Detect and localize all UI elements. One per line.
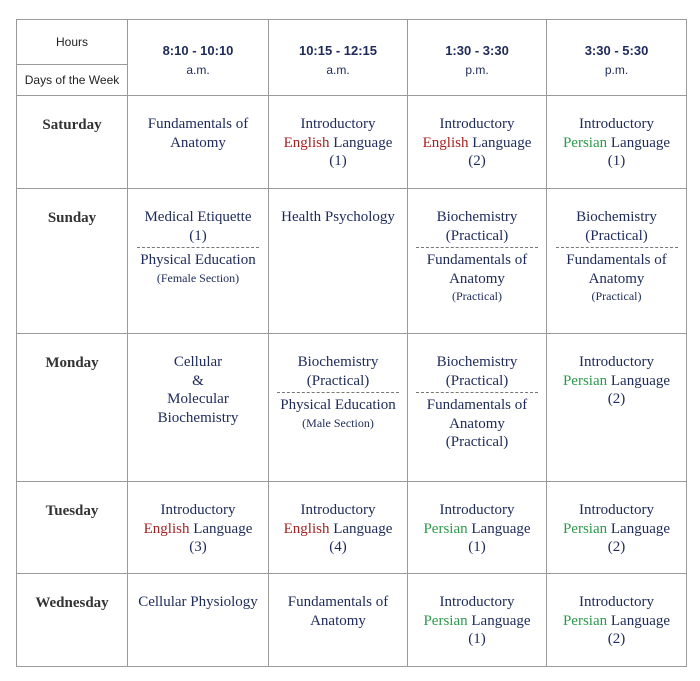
- course-line: [547, 612, 686, 631]
- course-line: Introductory: [579, 354, 654, 370]
- dashed-separator: [137, 247, 259, 248]
- course-line: [128, 520, 268, 539]
- language-word: Language: [610, 520, 671, 537]
- persian-word: Persian: [562, 520, 608, 537]
- wednesday-row: [17, 574, 687, 667]
- course-line: Introductory: [579, 502, 654, 518]
- course-line: Anatomy: [588, 270, 645, 287]
- course-line: Introductory: [439, 502, 515, 518]
- tuesday-row: [17, 482, 687, 574]
- english-word: English: [283, 134, 330, 151]
- course-line: (Practical): [445, 227, 509, 244]
- section-note: (Female Section): [156, 270, 240, 285]
- day-label: Sunday: [17, 189, 128, 334]
- course-line: Medical Etiquette: [144, 209, 252, 225]
- class-cell: [547, 574, 687, 667]
- course-number: (2): [468, 153, 486, 169]
- course-line: Cellular Physiology: [138, 594, 258, 610]
- class-cell: [128, 334, 269, 482]
- class-cell: [269, 482, 408, 574]
- course-line: (Practical): [445, 372, 509, 389]
- english-word: English: [283, 520, 330, 537]
- course-line: (Practical): [306, 372, 370, 389]
- language-word: Language: [471, 612, 531, 629]
- persian-word: Persian: [423, 520, 468, 537]
- day-label: Monday: [17, 334, 128, 482]
- course-number: (3): [189, 539, 207, 555]
- slot-time: 8:10 - 10:10: [162, 43, 234, 58]
- course-line: [547, 520, 686, 539]
- course-line: Introductory: [160, 502, 236, 518]
- section-note: (Practical): [452, 289, 502, 303]
- class-cell: [128, 574, 269, 667]
- course-number: (1): [468, 631, 486, 647]
- course-number: (2): [607, 631, 626, 647]
- language-word: Language: [471, 520, 531, 537]
- persian-word: Persian: [562, 612, 608, 629]
- class-cell: [269, 96, 408, 189]
- course-line: [408, 134, 546, 153]
- class-cell: [269, 334, 408, 482]
- class-cell: [408, 574, 547, 667]
- class-cell: [547, 482, 687, 574]
- course-line: Introductory: [579, 594, 654, 610]
- course-line: Anatomy: [449, 270, 505, 287]
- course-number: (4): [329, 539, 347, 555]
- class-cell: [408, 189, 547, 334]
- dashed-separator: [416, 247, 538, 248]
- class-cell: [547, 189, 687, 334]
- course-number: (1): [607, 153, 626, 169]
- language-word: Language: [193, 520, 253, 537]
- course-number: (1): [329, 153, 347, 169]
- day-label: Saturday: [17, 96, 128, 189]
- course-line: Molecular: [167, 391, 229, 407]
- weekly-schedule-table: [16, 19, 687, 667]
- course-line: Fundamentals of: [426, 252, 528, 268]
- course-line: Introductory: [300, 502, 376, 518]
- dashed-separator: [277, 392, 399, 393]
- course-line: Cellular: [173, 354, 223, 370]
- slot-period: a.m.: [186, 63, 210, 77]
- course-number: (1): [468, 539, 486, 555]
- header-row: [17, 20, 687, 96]
- course-line: (Practical): [445, 434, 509, 450]
- slot-time: 1:30 - 3:30: [445, 43, 509, 58]
- language-word: Language: [610, 134, 671, 151]
- course-line: Biochemistry: [576, 209, 657, 225]
- course-line: Biochemistry: [436, 209, 518, 225]
- course-line: Introductory: [300, 116, 376, 132]
- course-number: (2): [607, 391, 626, 407]
- class-cell: [128, 96, 269, 189]
- course-line: Introductory: [579, 116, 654, 132]
- course-line: [408, 520, 546, 539]
- slot-time: 3:30 - 5:30: [584, 43, 649, 58]
- course-line: [408, 612, 546, 631]
- course-line: (Practical): [585, 227, 648, 244]
- course-line: Physical Education: [280, 397, 396, 413]
- class-cell: [408, 482, 547, 574]
- english-word: English: [143, 520, 190, 537]
- course-number: (2): [607, 539, 626, 555]
- course-line: Fundamentals of: [426, 397, 528, 413]
- class-cell: [547, 96, 687, 189]
- course-line: Anatomy: [449, 415, 505, 432]
- language-word: Language: [610, 612, 671, 629]
- persian-word: Persian: [562, 134, 608, 151]
- language-word: Language: [472, 134, 532, 151]
- day-label: Wednesday: [17, 574, 128, 667]
- course-line: Fundamentals of: [566, 252, 667, 268]
- time-slot-header: [408, 20, 547, 96]
- time-slot-header: [128, 20, 269, 96]
- course-line: [547, 134, 686, 153]
- class-cell: [128, 189, 269, 334]
- course-line: [547, 372, 686, 391]
- slot-period: p.m.: [604, 63, 629, 77]
- time-slot-header: [547, 20, 687, 96]
- persian-word: Persian: [423, 612, 468, 629]
- course-line: Fundamentals of: [147, 116, 249, 132]
- class-cell: [269, 189, 408, 334]
- course-line: Physical Education: [140, 252, 256, 268]
- class-cell: [547, 334, 687, 482]
- course-line: Biochemistry: [157, 409, 239, 426]
- english-word: English: [422, 134, 469, 151]
- course-line: Biochemistry: [297, 354, 379, 370]
- course-line: Anatomy: [170, 134, 226, 151]
- course-line: Biochemistry: [436, 354, 518, 370]
- slot-time: 10:15 - 12:15: [298, 43, 378, 58]
- course-line: Health Psychology: [281, 209, 395, 225]
- time-slot-header: [269, 20, 408, 96]
- section-note: (Practical): [591, 289, 642, 303]
- course-number: (1): [189, 227, 207, 244]
- section-note: (Male Section): [302, 415, 374, 430]
- course-line: Introductory: [439, 116, 515, 132]
- dashed-separator: [556, 247, 678, 248]
- dashed-separator: [416, 392, 538, 393]
- slot-period: a.m.: [326, 63, 350, 77]
- course-line: Fundamentals of: [287, 594, 389, 610]
- course-line: Introductory: [439, 594, 515, 610]
- course-line: &: [192, 372, 204, 389]
- class-cell: [408, 334, 547, 482]
- course-line: [269, 520, 407, 539]
- day-label: Tuesday: [17, 482, 128, 574]
- class-cell: [408, 96, 547, 189]
- class-cell: [128, 482, 269, 574]
- sunday-row: [17, 189, 687, 334]
- days-label: Days of the Week: [24, 73, 120, 87]
- slot-period: p.m.: [465, 63, 489, 77]
- course-line: [269, 134, 407, 153]
- hours-label: Hours: [17, 20, 127, 65]
- language-word: Language: [333, 134, 393, 151]
- language-word: Language: [333, 520, 393, 537]
- saturday-row: [17, 96, 687, 189]
- course-line: Anatomy: [310, 612, 366, 629]
- persian-word: Persian: [562, 372, 608, 389]
- language-word: Language: [610, 372, 671, 389]
- corner-cell: [17, 20, 128, 96]
- class-cell: [269, 574, 408, 667]
- monday-row: [17, 334, 687, 482]
